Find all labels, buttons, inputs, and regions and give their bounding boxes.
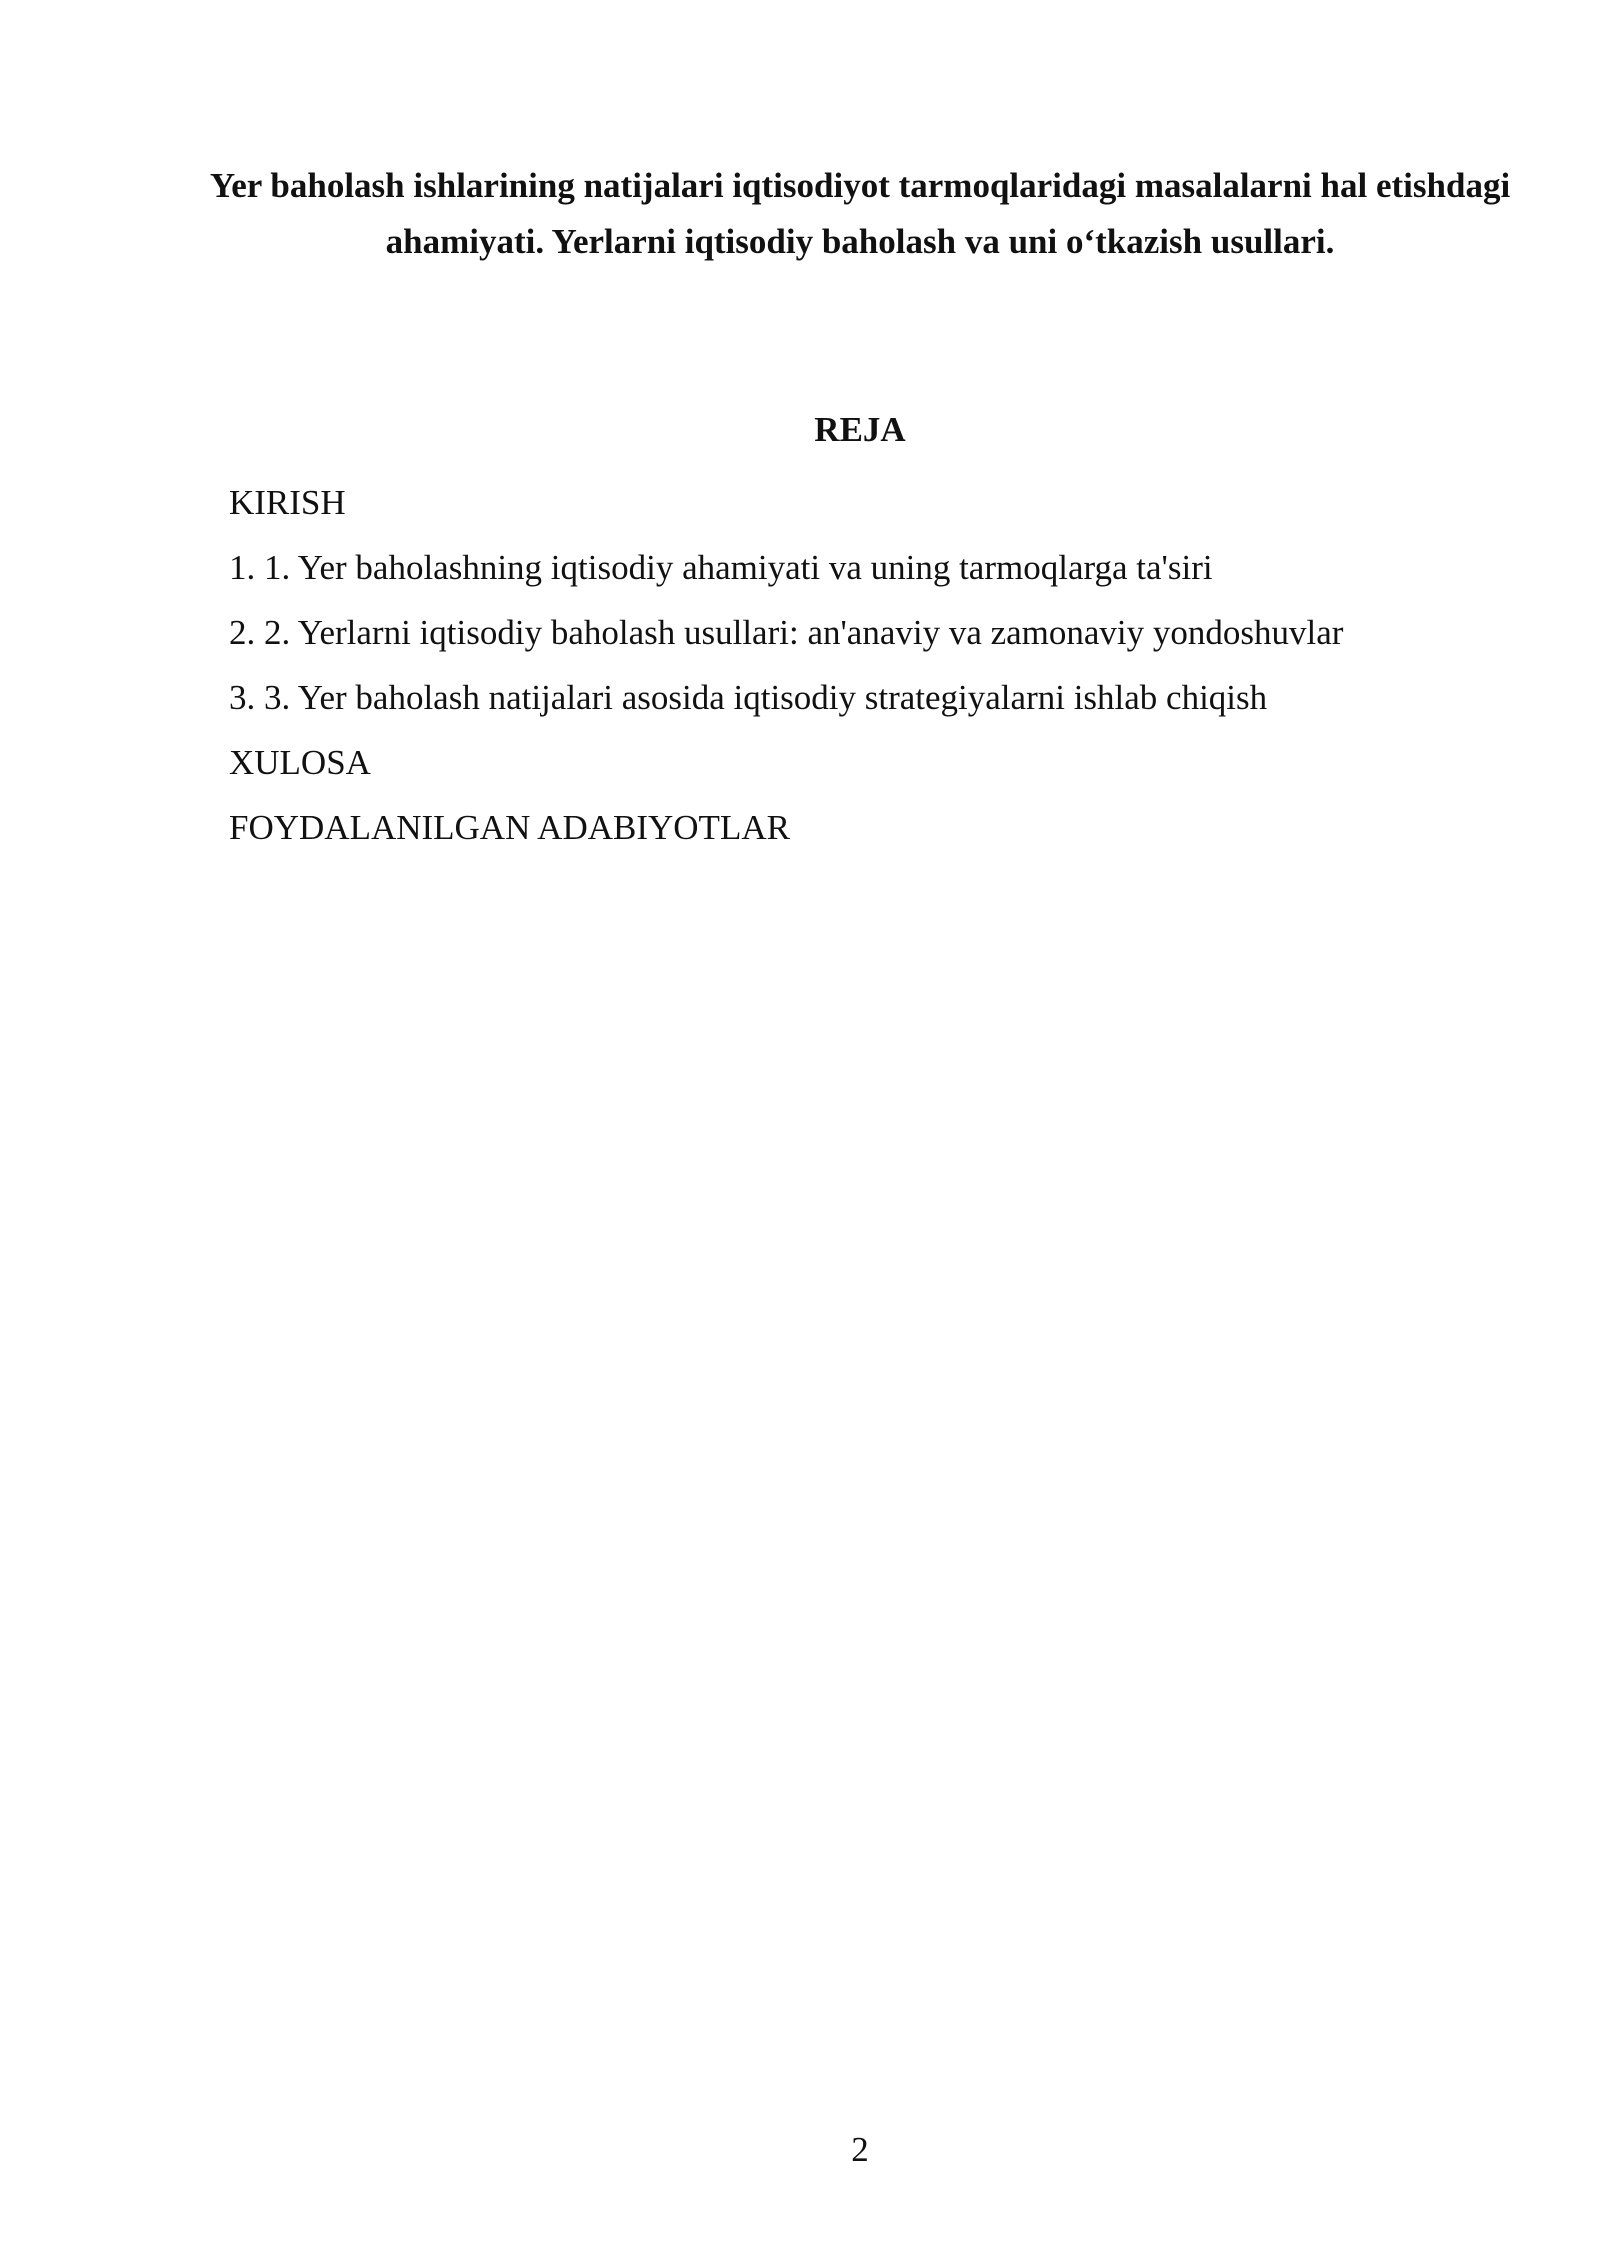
outline-item-1: 1. 1. Yer baholashning iqtisodiy ahamiyati va uning tarmoqlarga ta'siri xyxy=(229,548,1213,587)
outline-item-introduction: KIRISH xyxy=(229,483,346,522)
outline-item-2: 2. 2. Yerlarni iqtisodiy baholash usullari: an'anaviy va zamonaviy yondoshuvlar xyxy=(229,613,1344,652)
plan-outline xyxy=(229,470,1343,860)
outline-item-references: FOYDALANILGAN ADABIYOTLAR xyxy=(229,808,790,847)
plan-heading: REJA xyxy=(814,410,906,449)
document-title: Yer baholash ishlarining natijalari iqtisodiyot tarmoqlaridagi masalalarni hal etishdagi ahamiyati. Yerlarni iqtisodiy baholash va uni o‘tkazish usullari. xyxy=(209,166,1511,261)
page-number: 2 xyxy=(851,2130,869,2169)
outline-item-conclusion: XULOSA xyxy=(229,743,371,782)
outline-item-3: 3. 3. Yer baholash natijalari asosida iqtisodiy strategiyalarni ishlab chiqish xyxy=(229,678,1268,717)
